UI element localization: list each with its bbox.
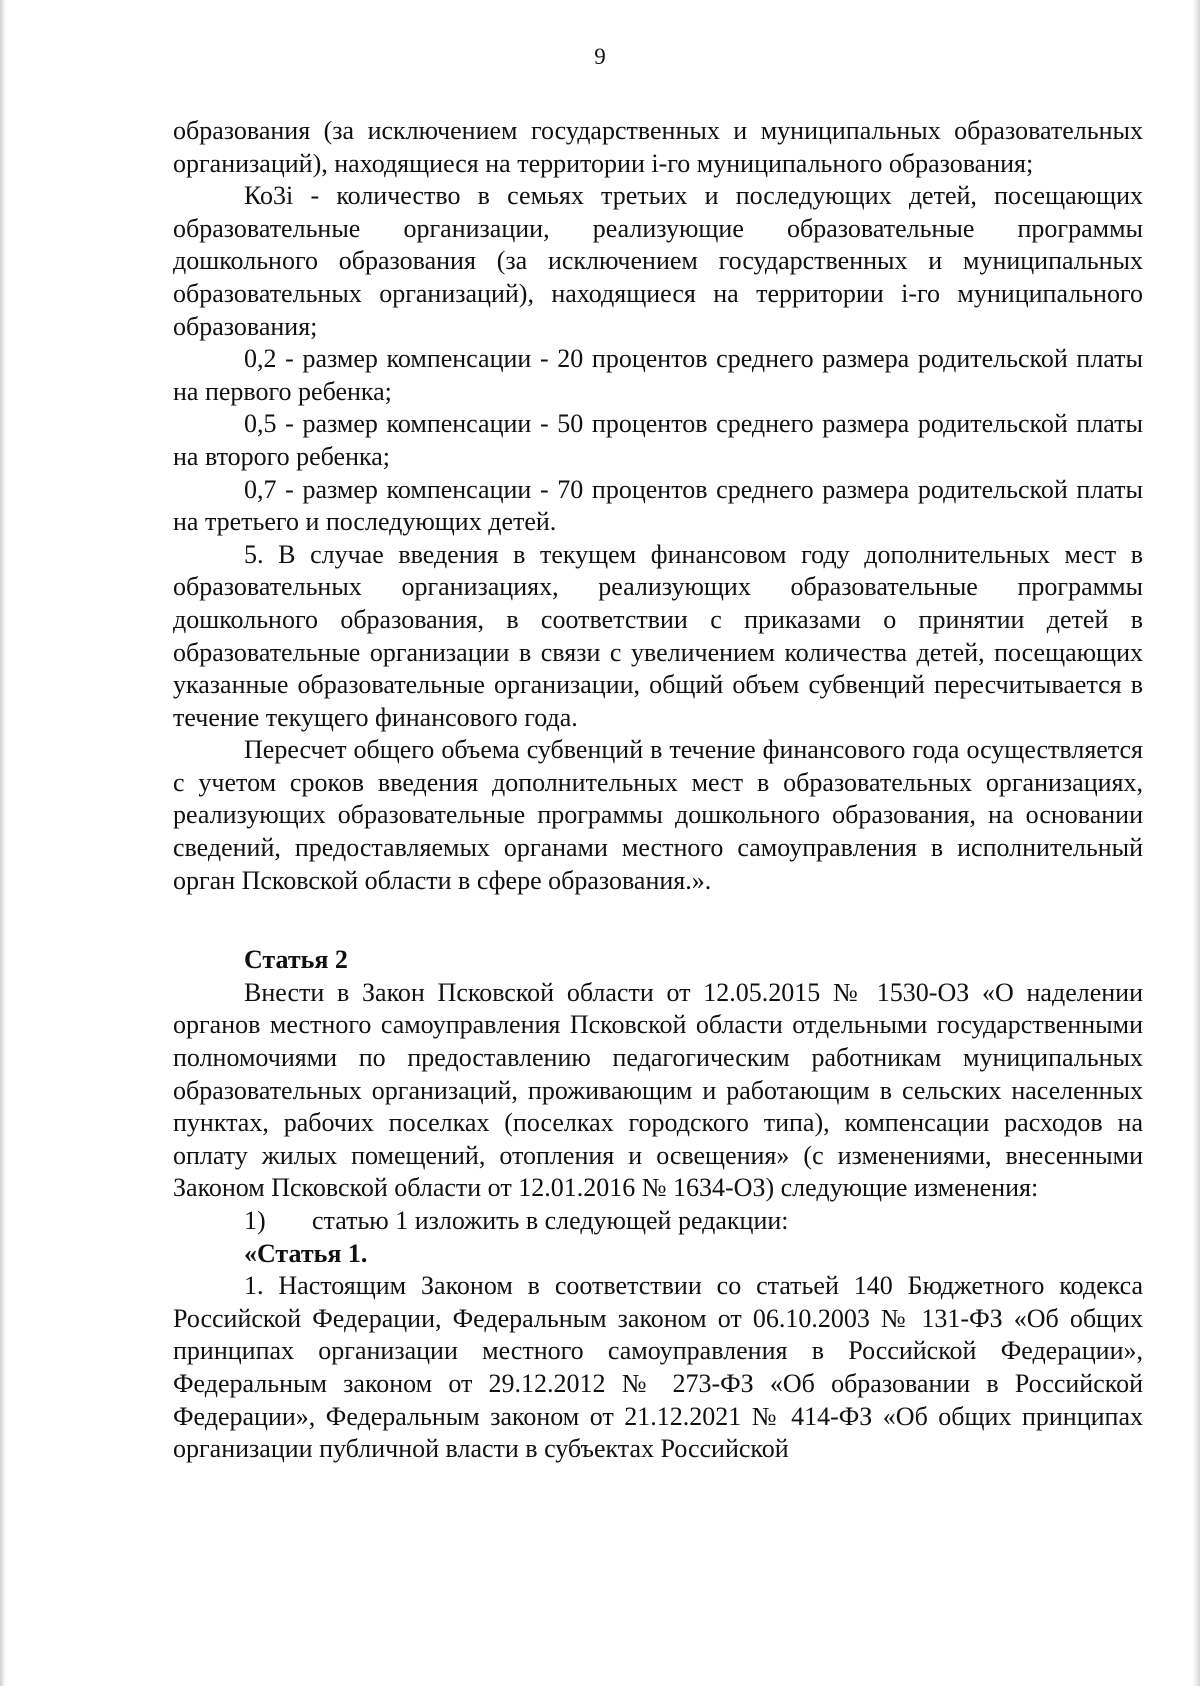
scan-edge-left (0, 0, 6, 1686)
paragraph-article-1-point-1: 1. Настоящим Законом в соответствии со статьей 140 Бюджетного кодекса Российской Федерации, Федеральным законом от 06.10.2003 № 131-ФЗ «Об общих принципах организации местного самоуправления в Российской Федерации», Федеральным законом от 29.12.2012 № 273-ФЗ «Об образовании в Российской Федерации», Федеральным законом от 21.12.2021 № 414-ФЗ «Об общих принципах организации публичной власти в субъектах Российской (173, 1271, 1143, 1464)
paragraph-continuation: образования (за исключением государственных и муниципальных образовательных организаций), находящиеся на территории i-го муниципального образования; (173, 116, 1143, 178)
paragraph-amend-law: Внести в Закон Псковской области от 12.05.2015 № 1530-ОЗ «О наделении органов местного самоуправления Псковской области отдельными государственными полномочиями по предоставлению педагогическим работникам муниципальных образовательных организаций, проживающим и работающим в сельских населенных пунктах, рабочих поселках (поселках городского типа), компенсации расходов на оплату жилых помещений, отопления и освещения» (с изменениями, внесенными Законом Псковской области от 12.01.2016 № 1634-ОЗ) следующие изменения: (173, 977, 1143, 1203)
paragraph-compensation-70: 0,7 - размер компенсации - 70 процентов среднего размера родительской платы на третьего и последующих детей. (173, 474, 1143, 537)
paragraph-point-5: 5. В случае введения в текущем финансовом году дополнительных мест в образовательных организациях, реализующих образовательные программы дошкольного образования, в соответствии с приказами о принятии детей в образовательные организации в связи с увеличением количества детей, посещающих указанные образовательные организации, общий объем субвенций пересчитывается в течение текущего финансового года. (173, 539, 1143, 732)
scan-edge-right (1192, 0, 1200, 1686)
paragraph-compensation-50: 0,5 - размер компенсации - 50 процентов среднего размера родительской платы на второго ребенка; (173, 409, 1143, 471)
paragraph-compensation-20: 0,2 - размер компенсации - 20 процентов среднего размера родительской платы на первого ребенка; (173, 344, 1143, 406)
list-item-number: 1) (244, 1206, 266, 1235)
paragraph-ko3i: Ко3i - количество в семьях третьих и последующих детей, посещающих образовательные организации, реализующие образовательные программы дошкольного образования (за исключением государственных и муниципальных образовательных организаций), находящиеся на территории i-го муниципального образования; (173, 181, 1143, 341)
page-number: 9 (594, 44, 606, 69)
paragraph-recalculation: Пересчет общего объема субвенций в течение финансового года осуществляется с учетом сроков введения дополнительных мест в образовательных организациях, реализующих образовательные программы дошкольного образования, на основании сведений, предоставляемых органами местного самоуправления в исполнительный орган Псковской области в сфере образования.». (173, 735, 1143, 895)
document-body (173, 115, 1143, 1466)
article-2-heading: Статья 2 (244, 945, 348, 975)
list-item-text: статью 1 изложить в следующей редакции: (312, 1206, 789, 1235)
list-item (173, 1205, 1143, 1238)
article-1-heading: «Статья 1. (244, 1238, 368, 1268)
